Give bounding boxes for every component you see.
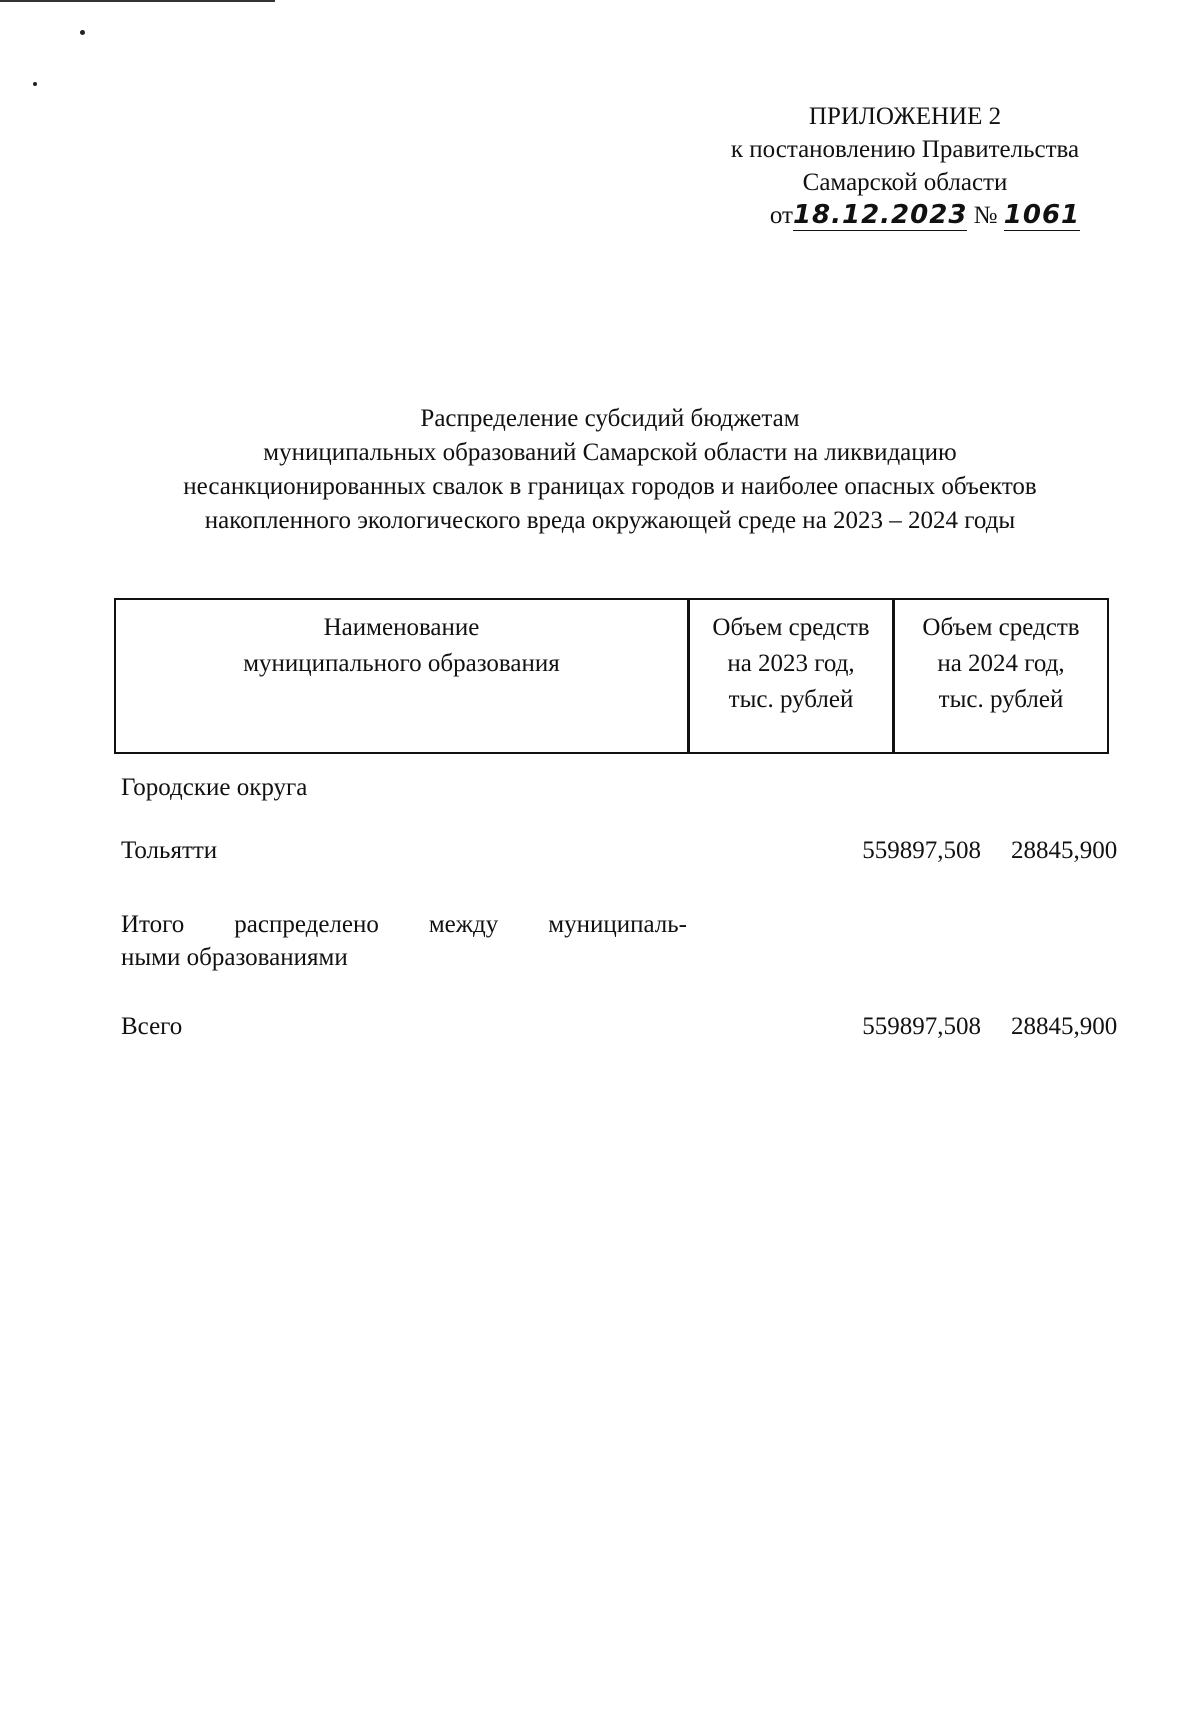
distributed-label-line2: ными образованиями <box>121 944 348 971</box>
appendix-header <box>680 100 1130 232</box>
value-2023-text: 559897,508 <box>862 837 981 864</box>
header-text: Объем средств <box>922 614 1080 641</box>
title-line: несанкционированных свалок в границах городов и наиболее опасных объектов <box>183 473 1037 500</box>
title-line: Распределение субсидий бюджетам <box>420 405 800 432</box>
total-2024-text: 28845,900 <box>1011 1013 1118 1040</box>
document-title <box>100 402 1120 538</box>
handwritten-date: 18.12.2023 <box>792 200 968 230</box>
word: между <box>428 911 499 938</box>
word: распределено <box>234 911 379 938</box>
distributed-label-line1 <box>121 908 687 941</box>
value-2023 <box>721 834 981 867</box>
header-text: тыс. рублей <box>938 686 1064 713</box>
date-prefix: от <box>769 202 793 229</box>
section-label: Городские округа <box>121 774 308 801</box>
title-line: накопленного экологического вреда окружающей среде на 2023 – 2024 годы <box>204 507 1016 534</box>
header-text: муниципального образования <box>243 650 560 677</box>
appendix-resolution-line: к постановлению Правительства <box>730 136 1080 163</box>
header-text: Наименование <box>323 614 480 641</box>
appendix-date-number <box>720 199 1130 232</box>
header-text: Объем средств <box>712 614 870 641</box>
scan-edge-line <box>0 0 275 2</box>
appendix-title: ПРИЛОЖЕНИЕ 2 <box>808 103 1002 130</box>
header-municipality <box>116 600 690 752</box>
table-header <box>114 598 1109 754</box>
distributed-label <box>121 908 687 974</box>
header-text: тыс. рублей <box>728 686 854 713</box>
number-prefix: № <box>973 202 998 229</box>
title-line: муниципальных образований Самарской области на ликвидацию <box>263 439 957 466</box>
header-2023 <box>690 600 895 752</box>
value-2024-text: 28845,900 <box>1011 837 1118 864</box>
total-2023-text: 559897,508 <box>862 1013 981 1040</box>
scan-speck <box>80 30 85 35</box>
word: Итого <box>121 911 185 938</box>
header-2024 <box>895 600 1107 752</box>
appendix-region-line: Самарской области <box>802 169 1008 196</box>
municipality-name: Тольятти <box>121 837 218 864</box>
total-2024 <box>1011 1010 1181 1043</box>
header-text: на 2024 год, <box>937 650 1065 677</box>
word: муниципаль- <box>548 911 687 938</box>
date-field <box>793 201 967 231</box>
total-2023 <box>721 1010 981 1043</box>
handwritten-number: 1061 <box>1003 200 1081 230</box>
scan-speck <box>33 82 37 86</box>
header-text: на 2023 год, <box>727 650 855 677</box>
value-2024 <box>1011 834 1181 867</box>
total-label: Всего <box>121 1013 183 1040</box>
number-field <box>1004 201 1080 231</box>
